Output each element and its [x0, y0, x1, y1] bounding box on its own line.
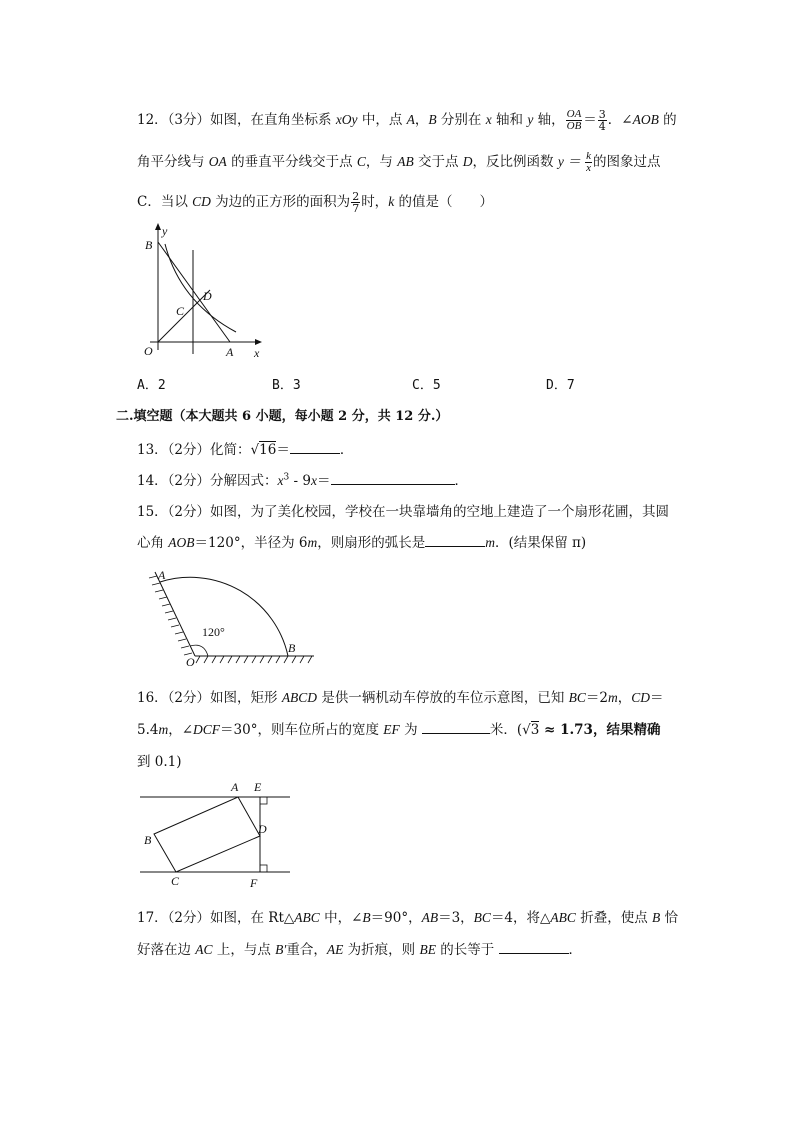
denominator: 4: [598, 120, 606, 133]
text: ．(结果保留 π): [494, 535, 587, 551]
var: CD: [631, 690, 651, 705]
q13-line: [137, 438, 353, 458]
option-c: C．5: [412, 378, 441, 393]
var: B: [652, 910, 661, 925]
var: xOy: [335, 112, 358, 127]
var: ABCD: [281, 690, 318, 705]
text: 17．（2分）如图，在 Rt△: [137, 910, 295, 926]
fraction-k-x: [585, 151, 592, 174]
label-a: A: [158, 568, 166, 582]
hyperbola: [165, 244, 236, 332]
text: 12．（3分）如图，在直角坐标系: [137, 112, 336, 128]
var: BE: [419, 942, 436, 957]
text: ＝30°，则车位所占的宽度: [220, 722, 384, 738]
text: 中，点: [357, 112, 407, 128]
var: y: [527, 112, 534, 127]
text: ＝: [317, 473, 331, 489]
text: 米．(: [489, 722, 523, 738]
text: ＝3，: [438, 910, 474, 926]
q17-line2: [137, 938, 582, 958]
text: 恰: [660, 910, 679, 926]
label-f: F: [250, 876, 258, 890]
var: x: [485, 112, 492, 127]
fraction-2-7: [351, 191, 360, 214]
text: C．当以: [137, 194, 193, 210]
text: 的值是（ ）: [394, 194, 493, 210]
numerator: 2: [352, 190, 360, 203]
section-heading: 二.填空题（本大题共 6 小题，每小题 2 分，共 12 分.）: [116, 409, 449, 424]
var: y ＝: [557, 154, 585, 169]
label-y: y: [162, 224, 168, 238]
text: 为边的正方形的面积为: [210, 194, 351, 210]
q12-line1: [137, 108, 677, 132]
text: ．: [339, 442, 354, 458]
var: OA: [208, 154, 227, 169]
text: ＝90°，: [370, 910, 422, 926]
text: ＝120°，半径为 6: [194, 535, 308, 551]
answer-blank: [499, 941, 569, 954]
text: 14．（2分）分解因式：: [137, 473, 278, 489]
rectangle-abcd: [154, 797, 260, 872]
numerator: k: [586, 150, 591, 162]
text: 的: [658, 112, 677, 128]
var: m: [608, 690, 618, 705]
q14-line: [137, 469, 468, 489]
sqrt-symbol: √: [522, 722, 531, 738]
text: 心角: [137, 535, 169, 551]
text: ＝: [276, 442, 290, 458]
text: 分别在: [436, 112, 486, 128]
label-o: O: [144, 344, 153, 358]
answer-blank: [425, 534, 485, 547]
text: 折叠，使点: [575, 910, 653, 926]
label-e: E: [254, 780, 262, 794]
numerator: 3: [598, 108, 606, 121]
exponent: 3: [283, 472, 290, 483]
x-arrow-icon: [255, 339, 262, 345]
text: 为: [399, 722, 422, 738]
text: ，反比例函数: [472, 154, 558, 170]
text: 的垂直平分线交于点: [226, 154, 357, 170]
sqrt-symbol: √: [250, 442, 260, 458]
answer-blank: [331, 472, 455, 485]
text: 13．（2分）化简：: [137, 442, 251, 458]
denominator: x: [586, 162, 591, 174]
text: 好落在边: [137, 942, 196, 958]
text: 为折痕，则: [343, 942, 420, 958]
text: ，: [414, 112, 429, 128]
text: ＝: [650, 690, 664, 706]
text: 是供一辆机动车停放的车位示意图，已知: [317, 690, 569, 706]
option-b: B．3: [272, 378, 301, 393]
var: CD: [192, 194, 211, 209]
text: 角平分线与: [137, 154, 209, 170]
var: m: [307, 535, 318, 550]
var: AOB: [632, 112, 659, 127]
q16-figure: [138, 776, 294, 892]
wall-hatching-bottom: [196, 656, 312, 663]
var: C: [356, 154, 366, 169]
sector-arc: [160, 577, 288, 656]
text: ，∠: [168, 722, 194, 738]
label-x: x: [254, 346, 260, 360]
label-b: B: [144, 833, 152, 847]
var: DCF: [193, 722, 221, 737]
label-a: A: [226, 345, 234, 359]
wall-left: [155, 572, 195, 656]
text: 中，∠: [319, 910, 363, 926]
right-angle-e-icon: [260, 797, 267, 804]
var: AC: [195, 942, 213, 957]
label-b: B: [288, 641, 296, 655]
var: AB: [397, 154, 414, 169]
answer-blank: [290, 441, 340, 454]
var: BC: [473, 910, 491, 925]
text: ．∠: [607, 112, 633, 128]
q15-line1: 15．（2分）如图，为了美化校园，学校在一块靠墙角的空地上建造了一个扇形花圃，其圆: [137, 504, 670, 520]
var: B′: [275, 942, 287, 957]
var: m: [158, 722, 169, 737]
text: 5.4: [137, 722, 159, 738]
label-o: O: [186, 655, 195, 668]
fraction-oa-ob: [566, 109, 583, 132]
text: 交于点: [413, 154, 463, 170]
var: ABC: [550, 910, 576, 925]
var: B: [362, 910, 371, 925]
right-angle-f-icon: [260, 865, 267, 872]
label-d: D: [203, 289, 212, 303]
var: AOB: [168, 535, 195, 550]
label-b: B: [145, 238, 153, 252]
label-a: A: [231, 780, 239, 794]
text: ≈ 1.73，结果精确: [539, 722, 661, 738]
text: 轴，: [533, 112, 565, 128]
y-arrow-icon: [155, 223, 161, 230]
denominator: 7: [352, 202, 360, 215]
wall-hatching-left: [149, 576, 192, 655]
var: k: [388, 194, 395, 209]
radicand: 16: [259, 442, 277, 458]
text: 时，: [361, 194, 389, 210]
text: ＝2: [585, 690, 609, 706]
text: - 9: [289, 473, 311, 489]
var: m: [485, 535, 495, 550]
text: ．: [568, 942, 583, 958]
text: 重合，: [286, 942, 327, 958]
denominator: OB: [566, 120, 582, 132]
q16-line3: 到 0.1): [137, 754, 182, 770]
text: ，: [617, 690, 632, 706]
var: ABC: [294, 910, 320, 925]
q16-line1: [137, 686, 664, 706]
text: 上，与点: [212, 942, 276, 958]
option-d: D．7: [546, 378, 575, 393]
text: 轴和: [491, 112, 528, 128]
q15-line2: [137, 531, 586, 551]
text: ，与: [365, 154, 398, 170]
radicand: 3: [530, 722, 540, 738]
var: B: [428, 112, 437, 127]
option-a: A．2: [137, 378, 166, 393]
text: 的长等于: [435, 942, 499, 958]
var: AE: [326, 942, 344, 957]
text: ＝4，将△: [490, 910, 551, 926]
var: D: [462, 154, 473, 169]
q17-line1: [137, 906, 678, 926]
var: EF: [383, 722, 400, 737]
answer-blank: [422, 721, 490, 734]
q12-figure: [138, 222, 268, 362]
var: A: [406, 112, 415, 127]
text: ，则扇形的弧长是: [317, 535, 426, 551]
label-d: D: [258, 822, 267, 836]
label-c: C: [171, 874, 180, 888]
label-angle: 120°: [202, 625, 225, 639]
fraction-3-4: [598, 109, 607, 132]
q16-line2: [137, 718, 660, 738]
q15-figure: [138, 564, 320, 668]
numerator: OA: [566, 108, 582, 120]
q12-line3: [137, 190, 493, 214]
var: BC: [568, 690, 586, 705]
var: x: [277, 473, 284, 488]
text: ＝: [583, 112, 597, 128]
var: AB: [421, 910, 439, 925]
label-c: C: [176, 304, 185, 318]
text: 的图象过点: [592, 154, 661, 170]
q12-line2: [137, 150, 660, 174]
text: 16．（2分）如图，矩形: [137, 690, 282, 706]
text: ．: [454, 473, 468, 489]
var: x: [311, 473, 317, 488]
